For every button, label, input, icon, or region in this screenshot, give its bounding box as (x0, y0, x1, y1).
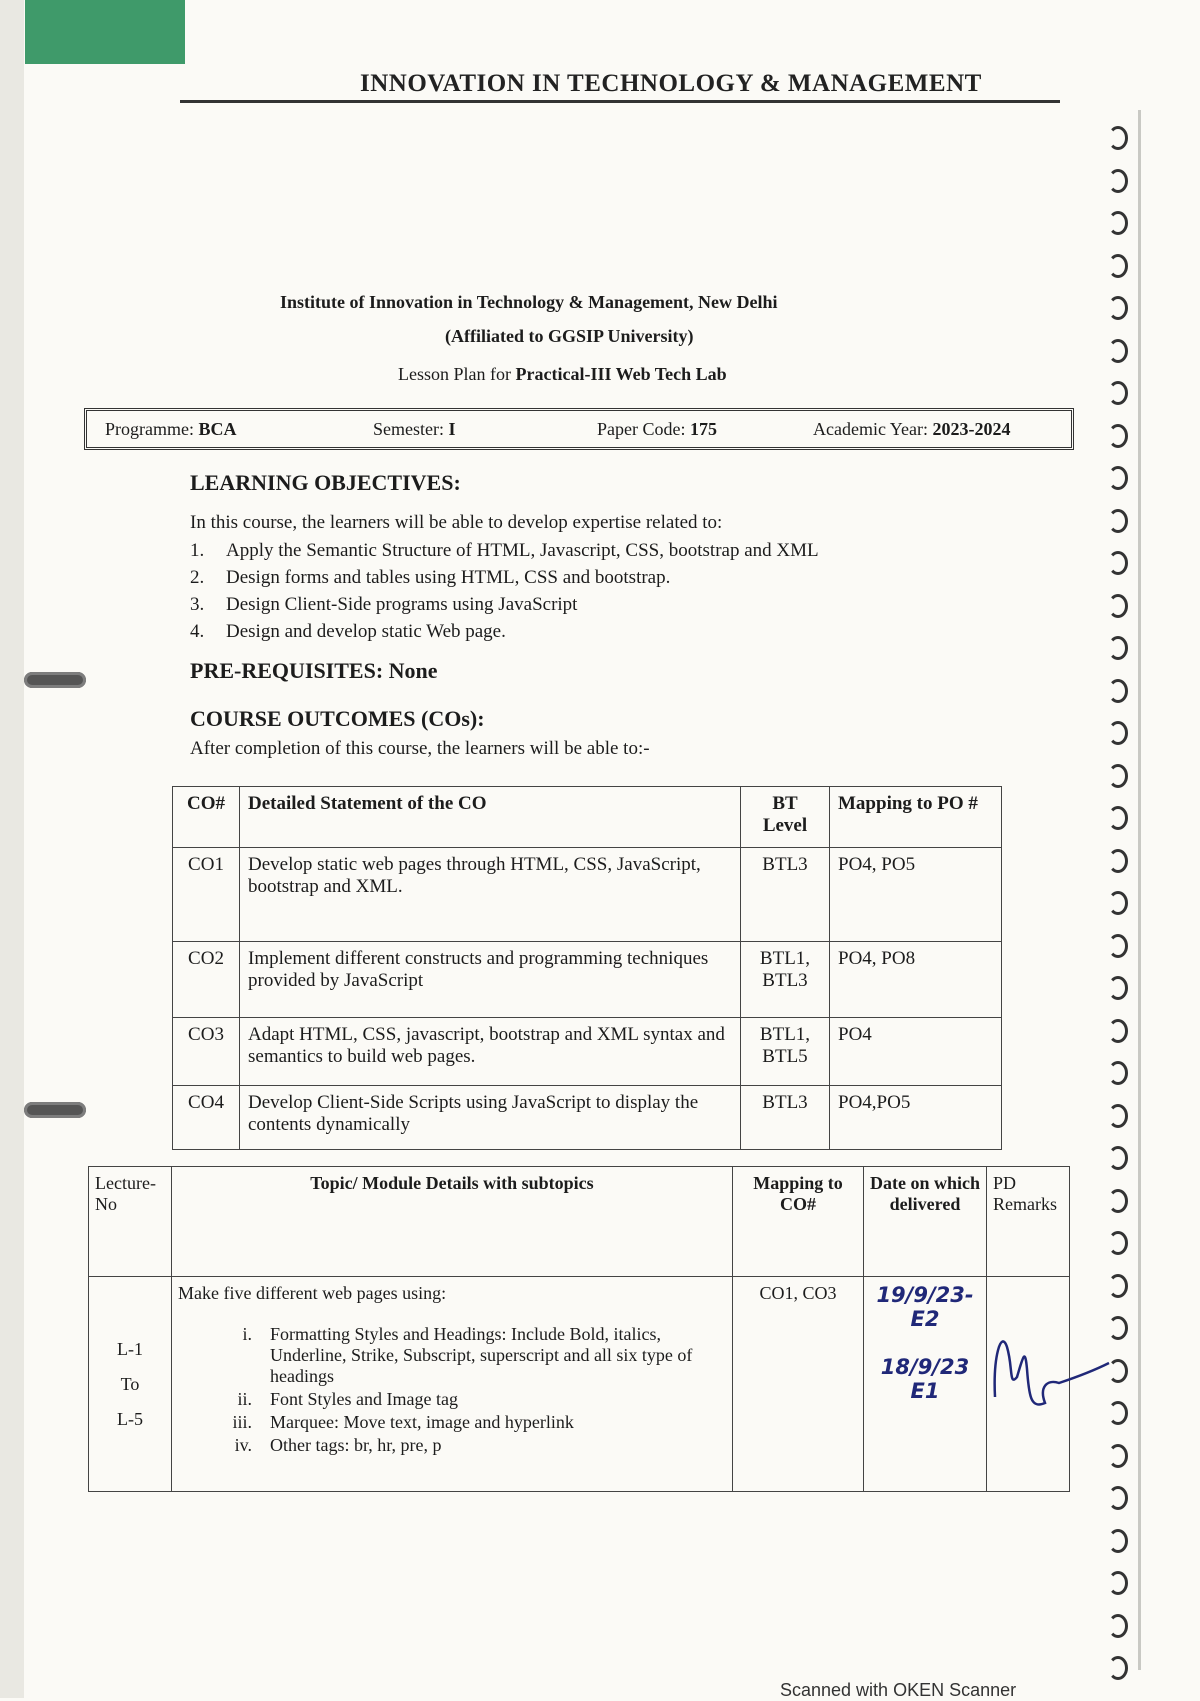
binder-ring-icon (1108, 1656, 1128, 1680)
co-statement: Implement different constructs and programming techniques provided by JavaScript (240, 942, 741, 1018)
semester-label: Semester: (373, 419, 444, 439)
green-folder-tab (25, 0, 185, 64)
item-text: Design forms and tables using HTML, CSS and bootstrap. (226, 567, 671, 588)
co-po-mapping: PO4 (830, 1018, 1002, 1086)
binder-ring-icon (1108, 1401, 1128, 1425)
binder-ring-icon (1108, 1061, 1128, 1085)
subtopic-number: ii. (237, 1389, 252, 1409)
col-header-co: CO# (173, 787, 240, 848)
lecture-to-word: To (120, 1373, 140, 1394)
item-text: Apply the Semantic Structure of HTML, Javascript, CSS, bootstrap and XML (226, 540, 819, 561)
co-po-mapping: PO4, PO8 (830, 942, 1002, 1018)
table-row (89, 1277, 1070, 1492)
item-number: 1. (190, 540, 205, 561)
programme-info-box (84, 408, 1074, 450)
list-item (190, 621, 970, 648)
binder-ring-icon (1108, 1146, 1128, 1170)
binder-ring-icon (1108, 509, 1128, 533)
binder-ring-icon (1108, 636, 1128, 660)
binder-ring-icon (1108, 1189, 1128, 1213)
binder-ring-icon (1108, 551, 1128, 575)
lesson-plan-name: Practical-III Web Tech Lab (515, 364, 727, 384)
table-row (173, 848, 1002, 942)
lecture-from: L-1 (117, 1338, 143, 1359)
item-number: 3. (190, 594, 205, 615)
topic-details (172, 1277, 733, 1492)
co-statement: Develop static web pages through HTML, CSS, JavaScript, bootstrap and XML. (240, 848, 741, 942)
list-item (178, 1389, 726, 1410)
binder-ring-icon (1108, 1019, 1128, 1043)
table-row (173, 1086, 1002, 1150)
binder-ring-icon (1108, 424, 1128, 448)
col-header-co-mapping: Mapping to CO# (733, 1167, 864, 1277)
co-bt-level: BTL1, BTL3 (741, 942, 830, 1018)
affiliation: (Affiliated to GGSIP University) (445, 326, 694, 346)
semester-cell (373, 419, 456, 440)
binder-ring-icon (1108, 721, 1128, 745)
table-row (173, 942, 1002, 1018)
col-header-bt-level: BT Level (741, 787, 830, 848)
binder-ring-icon (1108, 126, 1128, 150)
pd-remarks (987, 1277, 1070, 1492)
binder-ring-icon (1108, 764, 1128, 788)
institute-name: Institute of Innovation in Technology & Management, New Delhi (280, 292, 778, 312)
academic-year-label: Academic Year: (813, 419, 928, 439)
col-header-pd-remarks: PD Remarks (987, 1167, 1070, 1277)
table-header-row (173, 787, 1002, 848)
col-header-date-delivered: Date on which delivered (864, 1167, 987, 1277)
learning-objectives-heading: LEARNING OBJECTIVES: (190, 470, 461, 495)
course-outcomes-table (172, 786, 1002, 1150)
academic-year-value: 2023-2024 (932, 419, 1011, 439)
binder-ring-icon (1108, 1231, 1128, 1255)
binder-ring-icon (1108, 594, 1128, 618)
subtopic-number: i. (242, 1324, 252, 1344)
co-bt-level: BTL3 (741, 848, 830, 942)
table-header-row (89, 1167, 1070, 1277)
academic-year-cell (813, 419, 1010, 440)
programme-cell (105, 419, 237, 440)
binder-ring-icon (1108, 1316, 1128, 1340)
binder-ring-icon (1108, 339, 1128, 363)
binder-ring-icon (1108, 1614, 1128, 1638)
co-bt-level: BTL3 (741, 1086, 830, 1150)
lesson-plan-prefix: Lesson Plan for (398, 364, 511, 384)
list-item (190, 567, 970, 594)
paper-code-cell (597, 419, 717, 440)
delivery-dates (864, 1277, 987, 1492)
list-item (178, 1324, 726, 1387)
header-institute-banner: INNOVATION IN TECHNOLOGY & MANAGEMENT (360, 70, 982, 97)
subtopic-text: Other tags: br, hr, pre, p (270, 1435, 442, 1455)
handwritten-date-2: 18/9/23 E1 (880, 1355, 970, 1403)
lecture-range (89, 1277, 172, 1492)
item-text: Design Client-Side programs using JavaScript (226, 594, 578, 615)
co-id: CO1 (173, 848, 240, 942)
header-rule (180, 100, 1060, 103)
lecture-plan-table (88, 1166, 1070, 1492)
binder-ring-icon (1108, 466, 1128, 490)
col-header-lecture-no: Lecture- No (89, 1167, 172, 1277)
binder-ring-icon (1108, 1486, 1128, 1510)
binder-ring-icon (1108, 934, 1128, 958)
page-left-edge (0, 0, 24, 1698)
binder-ring-icon (1108, 1104, 1128, 1128)
subtopic-text: Font Styles and Image tag (270, 1389, 458, 1409)
subtopic-text: Marquee: Move text, image and hyperlink (270, 1412, 574, 1432)
co-statement: Develop Client-Side Scripts using JavaScript to display the contents dynamically (240, 1086, 741, 1150)
handwritten-date-1: 19/9/23-E2 (876, 1283, 974, 1331)
course-outcomes-intro: After completion of this course, the learners will be able to:- (190, 738, 650, 759)
binder-ring-icon (1108, 381, 1128, 405)
course-outcomes-heading: COURSE OUTCOMES (COs): (190, 706, 485, 731)
programme-value: BCA (198, 419, 237, 439)
learning-objectives-intro: In this course, the learners will be able to develop expertise related to: (190, 512, 723, 533)
binder-ring-icon (1108, 1359, 1128, 1383)
scanner-watermark: Scanned with OKEN Scanner (780, 1680, 1017, 1700)
paper-code-value: 175 (689, 419, 717, 439)
list-item (178, 1435, 726, 1456)
binder-ring-icon (1108, 1529, 1128, 1553)
subtopic-text: Formatting Styles and Headings: Include Bold, italics, Underline, Strike, Subscript, superscript and all six type of headings (270, 1324, 693, 1386)
lecture-to: L-5 (117, 1408, 143, 1429)
binder-ring-icon (1108, 211, 1128, 235)
semester-value: I (448, 419, 456, 439)
co-id: CO2 (173, 942, 240, 1018)
subtopic-number: iii. (232, 1412, 252, 1432)
list-item (190, 540, 970, 567)
col-header-statement: Detailed Statement of the CO (240, 787, 741, 848)
col-header-topic: Topic/ Module Details with subtopics (172, 1167, 733, 1277)
notebook-margin-line (1138, 110, 1141, 1670)
binder-ring-icon (1108, 891, 1128, 915)
binder-ring-icon (1108, 679, 1128, 703)
binder-ring-icon (1108, 1571, 1128, 1595)
table-row (173, 1018, 1002, 1086)
list-item (190, 594, 970, 621)
co-statement: Adapt HTML, CSS, javascript, bootstrap and XML syntax and semantics to build web pages. (240, 1018, 741, 1086)
binder-ring-icon (1108, 849, 1128, 873)
co-mapping: CO1, CO3 (733, 1277, 864, 1492)
topic-intro: Make five different web pages using: (178, 1283, 447, 1303)
programme-label: Programme: (105, 419, 194, 439)
lesson-plan-title (398, 364, 727, 385)
binder-hole-top (24, 672, 86, 688)
binder-hole-bottom (24, 1102, 86, 1118)
binder-ring-icon (1108, 1444, 1128, 1468)
co-id: CO3 (173, 1018, 240, 1086)
paper-code-label: Paper Code: (597, 419, 686, 439)
binder-ring-icon (1108, 169, 1128, 193)
subtopic-number: iv. (234, 1435, 252, 1455)
item-text: Design and develop static Web page. (226, 621, 506, 642)
learning-objectives-list (190, 540, 970, 648)
co-po-mapping: PO4, PO5 (830, 848, 1002, 942)
binder-ring-icon (1108, 976, 1128, 1000)
item-number: 2. (190, 567, 205, 588)
co-bt-level: BTL1, BTL5 (741, 1018, 830, 1086)
item-number: 4. (190, 621, 205, 642)
binder-ring-icon (1108, 254, 1128, 278)
binder-ring-icon (1108, 1274, 1128, 1298)
prerequisites: PRE-REQUISITES: None (190, 658, 438, 683)
binder-ring-icon (1108, 296, 1128, 320)
signature-icon (987, 1317, 1107, 1427)
co-id: CO4 (173, 1086, 240, 1150)
co-po-mapping: PO4,PO5 (830, 1086, 1002, 1150)
list-item (178, 1412, 726, 1433)
binder-ring-icon (1108, 806, 1128, 830)
col-header-po-mapping: Mapping to PO # (830, 787, 1002, 848)
